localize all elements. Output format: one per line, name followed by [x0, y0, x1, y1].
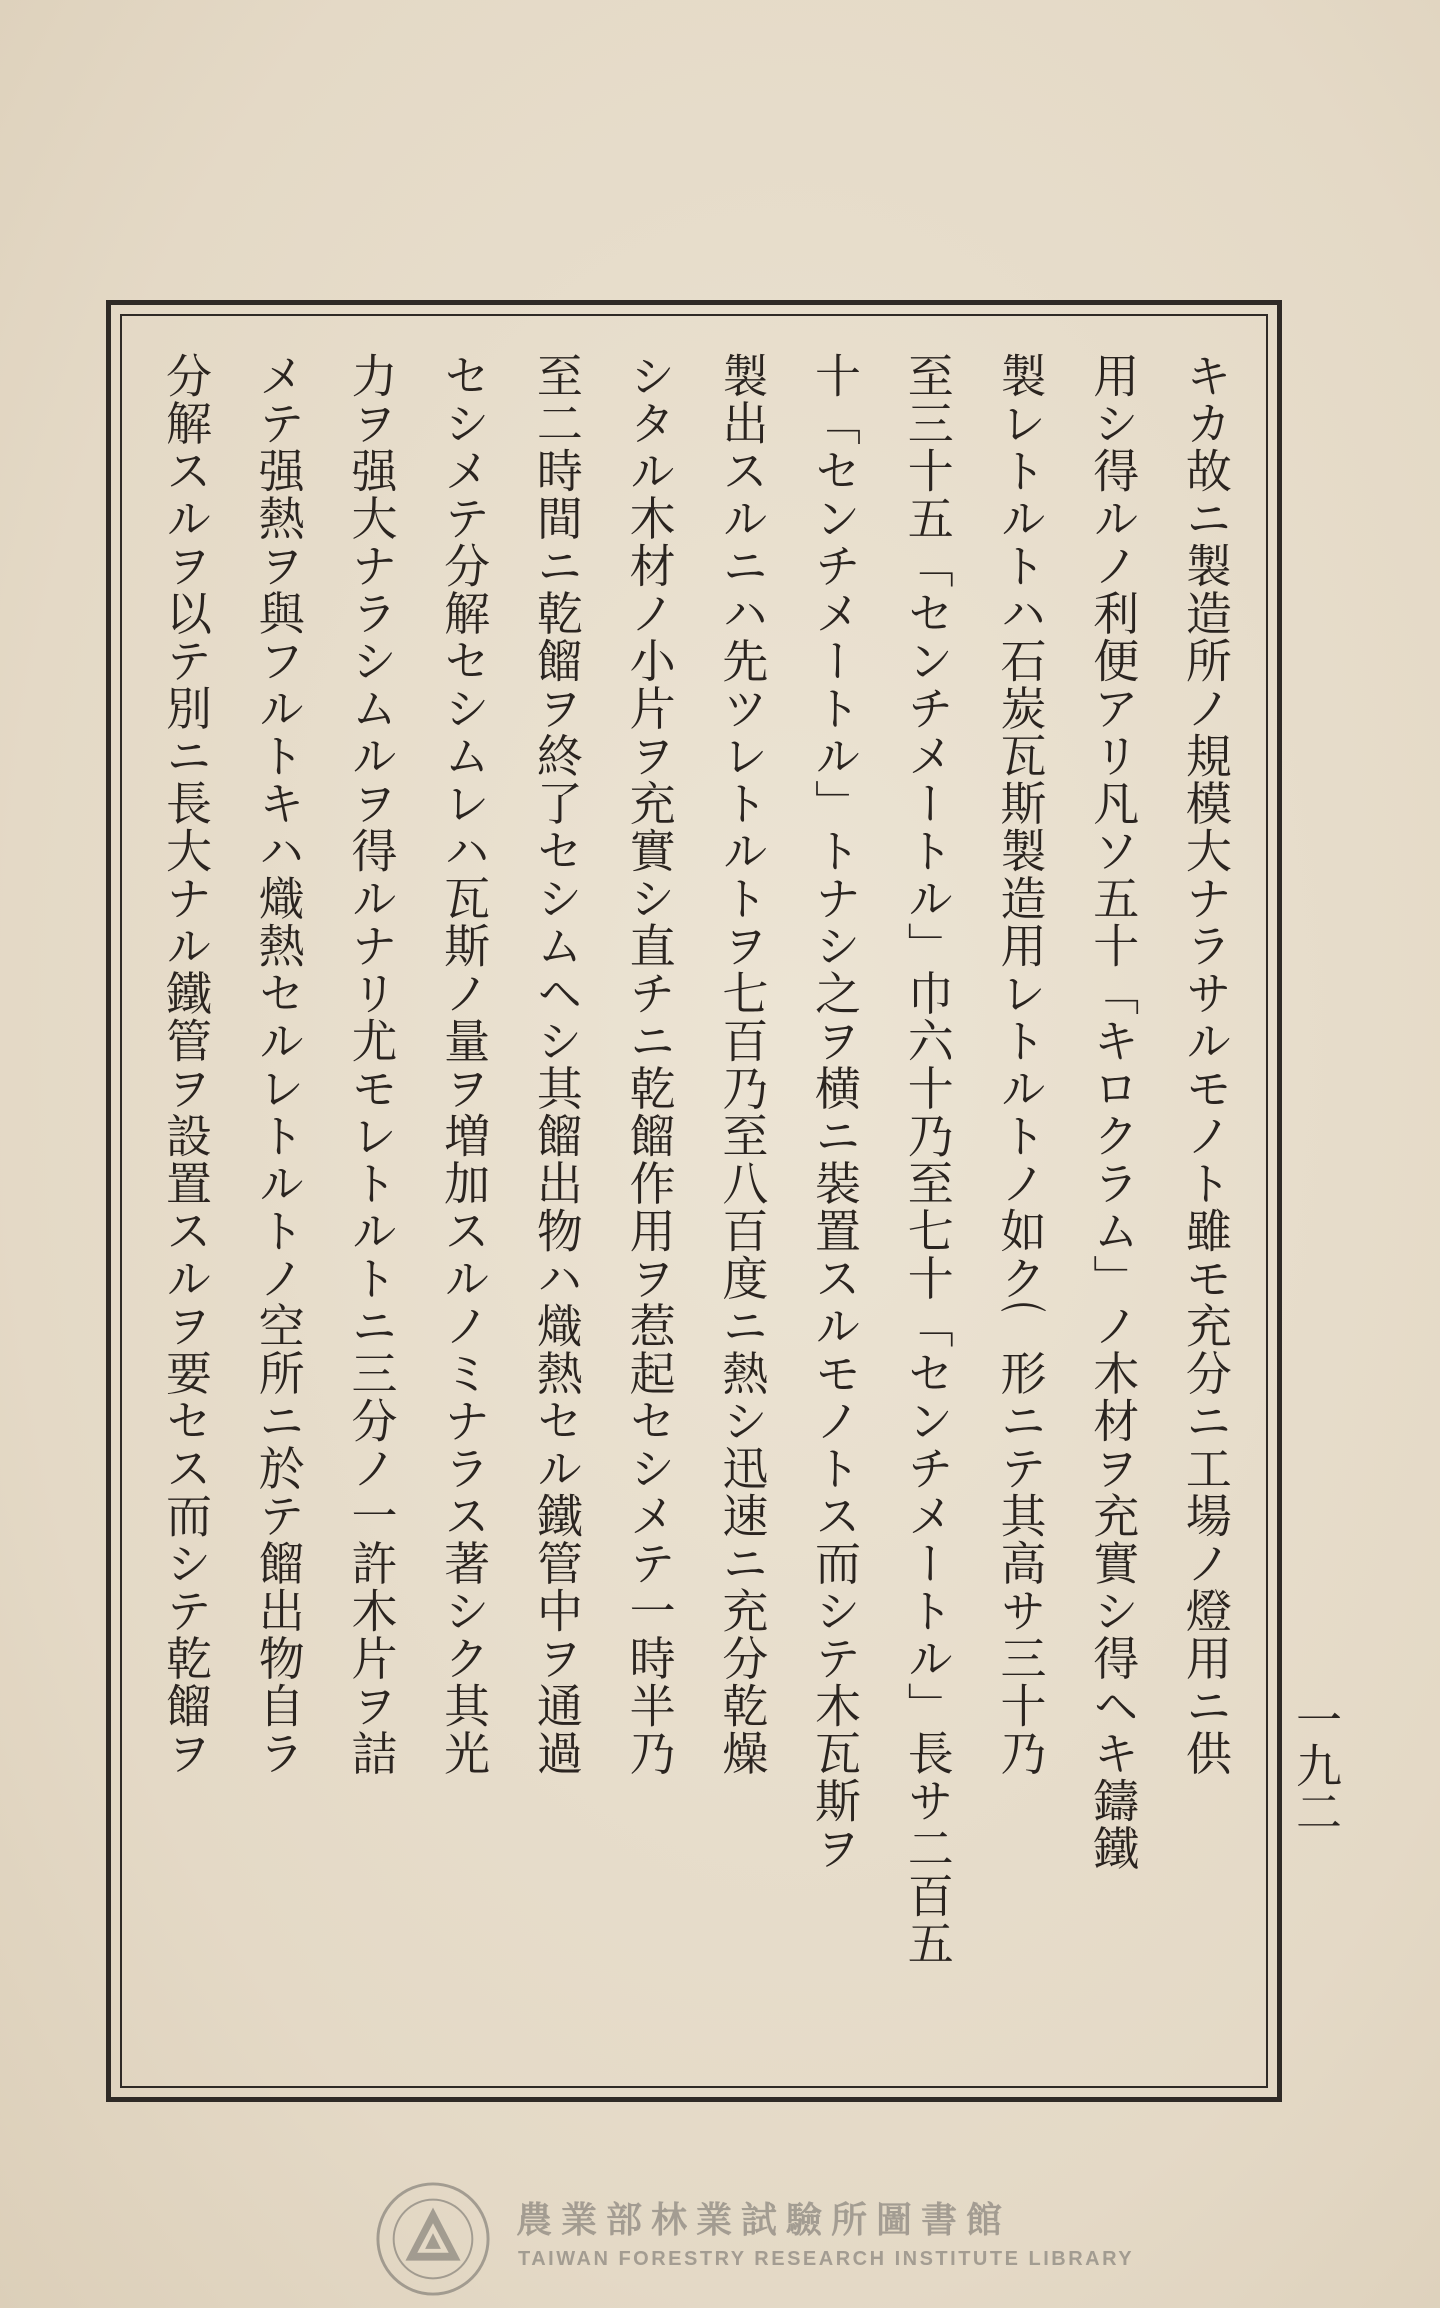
library-watermark — [374, 2180, 1135, 2290]
text-column-10: 力ヲ强大ナラシムルヲ得ルナリ尤モレトルトニ三分ノ一許木片ヲ詰 — [344, 352, 399, 1777]
text-column-8: 至二時間ニ乾餾ヲ終了セシムヘシ其餾出物ハ熾熱セル鐵管中ヲ通過 — [529, 352, 584, 1777]
text-column-5: 十「センチメートル」トナシ之ヲ横ニ裝置スルモノトス而シテ木瓦斯ヲ — [808, 352, 863, 1872]
text-column-4: 至三十五「センチメートル」巾六十乃至七十「センチメートル」長サ二百五 — [900, 352, 955, 1967]
page-number: 一九二 — [1289, 1696, 1343, 1834]
text-column-1: キカ故ニ製造所ノ規模大ナラサルモノト雖モ充分ニ工場ノ燈用ニ供 — [1178, 352, 1233, 1777]
text-column-6: 製出スルニハ先ツレトルトヲ七百乃至八百度ニ熱シ迅速ニ充分乾燥 — [715, 352, 770, 1777]
text-column-12: 分解スルヲ以テ別ニ長大ナル鐵管ヲ設置スルヲ要セス而シテ乾餾ヲ — [159, 352, 213, 1777]
text-column-2: 用シ得ルノ利便アリ凡ソ五十「キロクラム」ノ木材ヲ充實シ得ヘキ鑄鐵 — [1086, 352, 1141, 1872]
text-column-3: 製レトルトハ石炭瓦斯製造用レトルトノ如ク⌒形ニテ其高サ三十乃 — [993, 352, 1048, 1777]
text-column-7: シタル木材ノ小片ヲ充實シ直チニ乾餾作用ヲ惹起セシメテ一時半乃 — [622, 352, 677, 1777]
library-seal-icon — [374, 2180, 492, 2298]
library-name-chinese: 農業部林業試驗所圖書館 — [516, 2200, 1012, 2241]
text-column-11: メテ强熱ヲ與フルトキハ熾熱セルレトルトノ空所ニ於テ餾出物自ラ — [251, 352, 306, 1777]
text-column-9: セシメテ分解セシムレハ瓦斯ノ量ヲ増加スルノミナラス著シク其光 — [437, 352, 492, 1777]
vertical-text-block — [150, 352, 1242, 2052]
library-name-english: TAIWAN FORESTRY RESEARCH INSTITUTE LIBRARY — [518, 2248, 1135, 2270]
